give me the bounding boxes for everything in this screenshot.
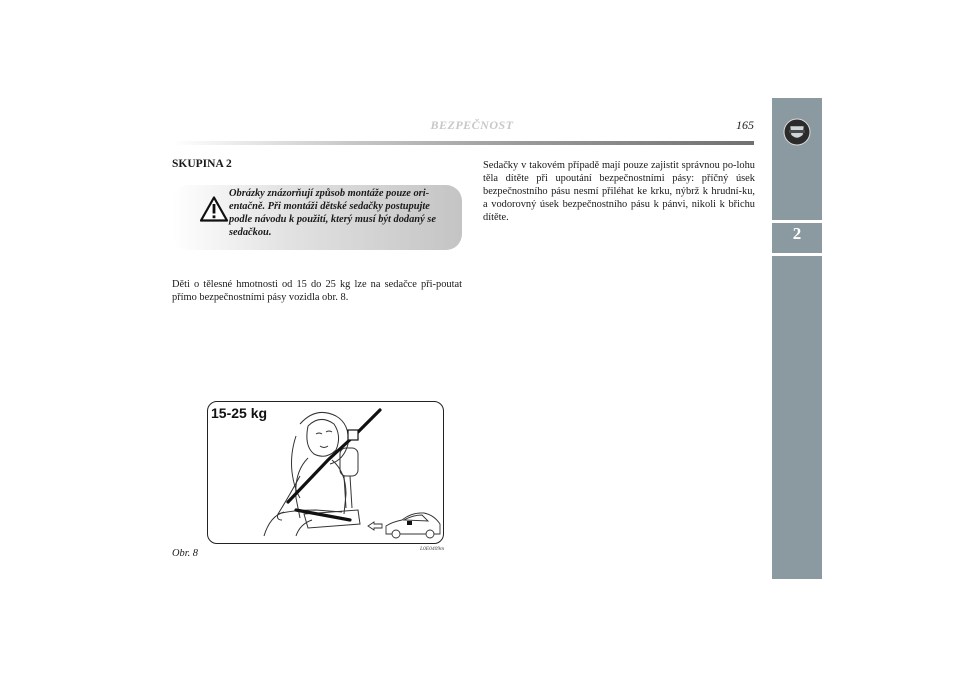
figure-caption: Obr. 8 [172,548,198,559]
child-seat-illustration [208,402,442,542]
header-rule [172,141,754,145]
chapter-number: 2 [792,224,802,243]
figure-weight-label: 15-25 kg [211,405,268,421]
header-title: BEZPEČNOST [430,118,514,132]
figure-code: L0E0409m [420,546,445,552]
lancia-shield-logo-icon [783,118,811,146]
body-paragraph-right: Sedačky v takovém případě mají pouze zajistit správnou po-lohu těla dítěte při upoutání bezpečnostními pásy: příčný úsek bezpečnostního pásu nesmí přiléhat ke krku, nýbrž k hrudní-ku, a vodorovný úsek bezpečnostního pásu k pánvi, nikoli k břichu dítěte. [483,160,755,223]
tab-divider [772,220,822,223]
warning-text: Obrázky znázorňují způsob montáže pouze ori-entačně. Při montáži dětské sedačky postupujte podle návodu k použití, který musí být dodaný se sedačkou. [229,188,436,238]
body-paragraph-left: Děti o tělesné hmotnosti od 15 do 25 kg lze na sedačce při-poutat přímo bezpečnostními pásy vozidla obr. 8. [172,279,462,303]
tab-divider [772,253,822,256]
page-number: 165 [736,118,754,132]
chapter-tab[interactable] [772,98,822,579]
section-heading: SKUPINA 2 [172,158,232,170]
